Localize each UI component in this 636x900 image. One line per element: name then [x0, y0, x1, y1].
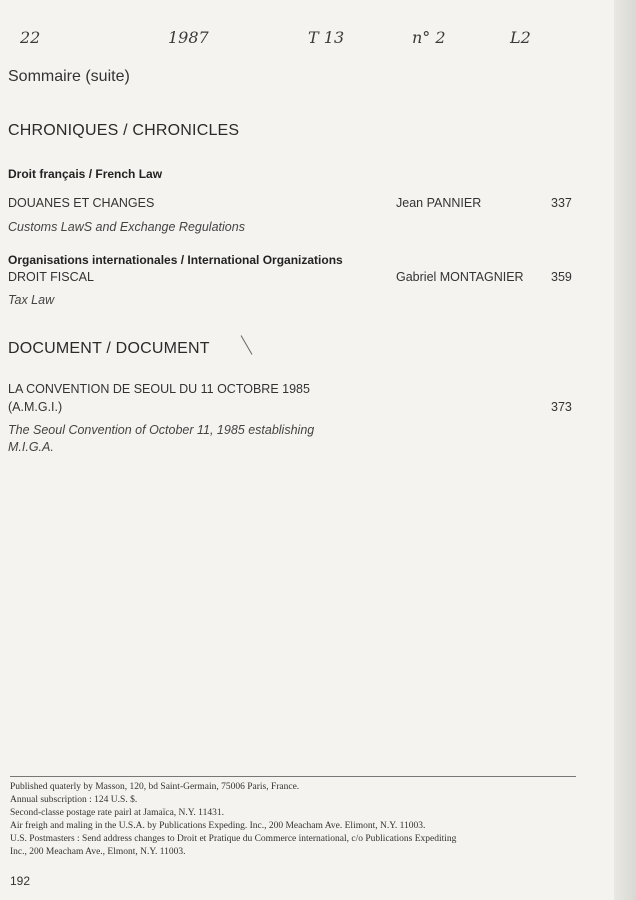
handwritten-note-3: T 13: [308, 28, 345, 47]
footer-publisher: Published quaterly by Masson, 120, bd Saint-Germain, 75006 Paris, France.: [10, 782, 300, 792]
chroniques-heading: CHRONIQUES / CHRONICLES: [8, 122, 240, 139]
document-page: 373: [551, 400, 572, 414]
fiscal-english-title: Tax Law: [8, 293, 55, 307]
document-heading: DOCUMENT / DOCUMENT: [8, 340, 210, 357]
footer-address: Inc., 200 Meacham Ave., Elmont, N.Y. 11003.: [10, 847, 186, 857]
footer-postmasters: U.S. Postmasters : Send address changes to Droit et Pratique du Commerce international, c/o Publications Expediting: [10, 834, 457, 844]
document-english-line-1: The Seoul Convention of October 11, 1985 establishing: [8, 423, 315, 437]
fiscal-page: 359: [551, 270, 572, 284]
footer-subscription: Annual subscription : 124 U.S. $.: [10, 795, 138, 805]
footer-postage: Second-classe postage rate pairl at Jamaïca, N.Y. 11431.: [10, 808, 224, 818]
organisations-subheading: Organisations internationales / International Organizations: [8, 253, 343, 267]
handwritten-note-2: 1987: [168, 28, 209, 47]
pencil-mark: [241, 335, 253, 355]
fiscal-title: DROIT FISCAL: [8, 270, 94, 284]
douanes-page: 337: [551, 196, 572, 210]
douanes-title: DOUANES ET CHANGES: [8, 196, 155, 210]
document-title-line-2: (A.M.G.I.): [8, 400, 63, 414]
footer-rule: [10, 776, 576, 777]
footer-air-freight: Air freigh and maling in the U.S.A. by Publications Expeding. Inc., 200 Meacham Ave. Elimont, N.Y. 11003.: [10, 821, 426, 831]
droit-francais-subheading: Droit français / French Law: [8, 167, 163, 181]
handwritten-note-4: n° 2: [412, 28, 446, 47]
document-title-line-1: LA CONVENTION DE SEOUL DU 11 OCTOBRE 1985: [8, 382, 310, 396]
fiscal-author: Gabriel MONTAGNIER: [396, 270, 524, 284]
sommaire-title: Sommaire (suite): [8, 68, 130, 85]
douanes-english-title: Customs LawS and Exchange Regulations: [8, 220, 245, 234]
document-english-line-2: M.I.G.A.: [8, 440, 54, 454]
page-edge-strip: [614, 0, 636, 900]
handwritten-note-1: 22: [20, 28, 41, 47]
page-number: 192: [10, 874, 31, 888]
douanes-author: Jean PANNIER: [396, 196, 482, 210]
handwritten-note-5: L2: [510, 28, 531, 47]
